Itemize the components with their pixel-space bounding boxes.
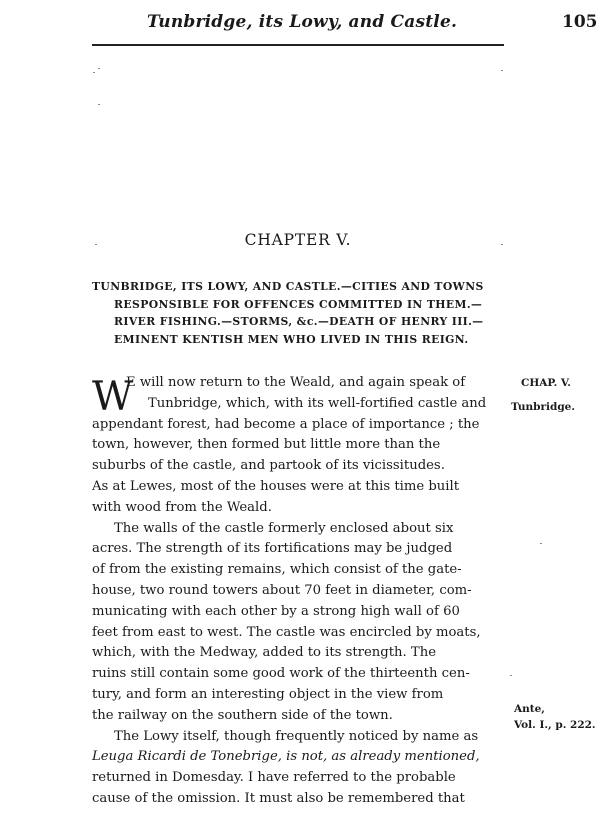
text-line: ruins still contain some good work of the thirteenth cen-: [92, 666, 470, 682]
text-line: of from the existing remains, which consist of the gate-: [92, 562, 462, 578]
text-line: appendant forest, had become a place of importance ; the: [92, 416, 480, 432]
margin-note-reference: Vol. I., p. 222.: [514, 719, 596, 731]
margin-note-topic: Tunbridge.: [511, 401, 575, 413]
text-line: suburbs of the castle, and partook of its vicissitudes.: [92, 458, 445, 474]
text-line: The Lowy itself, though frequently noticed by name as: [114, 728, 479, 744]
text-line: with wood from the Weald.: [92, 499, 272, 515]
margin-note-ante: Ante,: [514, 703, 545, 715]
text-line: feet from east to west. The castle was encircled by moats,: [92, 624, 481, 640]
summary-line: EMINENT KENTISH MEN WHO LIVED IN THIS REIGN.: [114, 332, 469, 346]
text-line: E will now return to the Weald, and again speak of: [126, 375, 466, 390]
text-line: Tunbridge, which, with its well-fortified castle and: [148, 395, 487, 411]
text-line: the railway on the southern side of the town.: [92, 707, 393, 723]
text-line: Leuga Ricardi de Tonebrige, is not, as already mentioned,: [92, 749, 480, 765]
chapter-title: CHAPTER V.: [244, 231, 352, 249]
text-line: returned in Domesday. I have referred to the probable: [92, 770, 456, 786]
text-line: As at Lewes, most of the houses were at this time built: [92, 478, 460, 494]
text-line: The walls of the castle formerly enclosed about six: [114, 520, 454, 536]
text-line: house, two round towers about 70 feet in diameter, com-: [92, 582, 472, 598]
page-number: 105: [562, 12, 598, 32]
body-text: [92, 373, 512, 810]
text-line: town, however, then formed but little more than the: [92, 437, 441, 453]
chapter-summary: [92, 278, 512, 348]
margin-note-chapter: CHAP. V.: [521, 377, 571, 389]
summary-line: RESPONSIBLE FOR OFFENCES COMMITTED IN THEM.—: [114, 297, 483, 311]
running-head: [92, 6, 600, 40]
summary-line: TUNBRIDGE, ITS LOWY, AND CASTLE.—CITIES AND TOWNS: [92, 280, 484, 293]
running-title: Tunbridge, its Lowy, and Castle.: [147, 12, 458, 32]
text-line: acres. The strength of its fortifications may be judged: [92, 541, 453, 557]
text-line: municating with each other by a strong high wall of 60: [92, 603, 460, 619]
drop-cap: W: [92, 374, 134, 420]
text-line: which, with the Medway, added to its strength. The: [92, 645, 436, 661]
summary-line: RIVER FISHING.—STORMS, &c.—DEATH OF HENRY III.—: [114, 315, 484, 328]
header-rule: [92, 44, 504, 46]
text-line: tury, and form an interesting object in the view from: [92, 686, 444, 702]
text-line: cause of the omission. It must also be remembered that: [92, 790, 465, 806]
